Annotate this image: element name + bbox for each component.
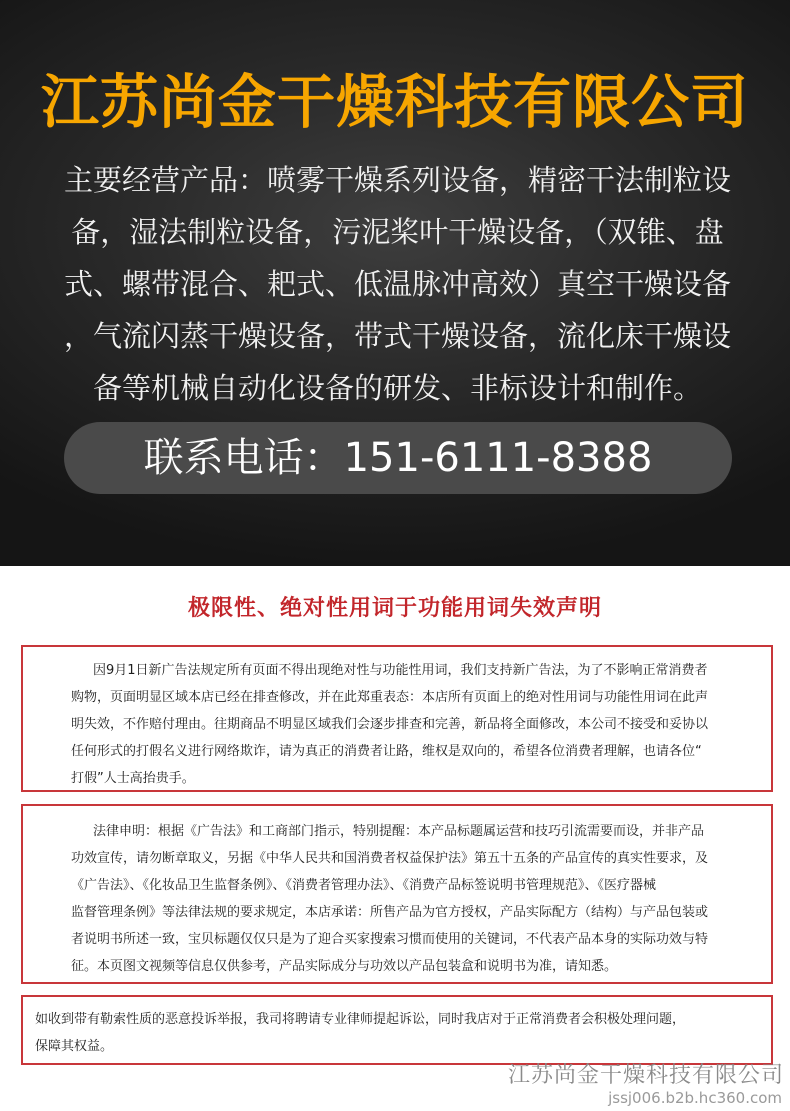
products-description [40, 154, 755, 414]
declaration-title: 极限性、绝对性用词于功能用词失效声明 [187, 596, 602, 621]
notice-line: 因9月1日新广告法规定所有页面不得出现绝对性与功能性用词，我们支持新广告法，为了不影响正常消费者 [93, 663, 708, 678]
contact-phone [64, 422, 732, 494]
statement-line: 法律申明：根据《广告法》和工商部门指示，特别提醒：本产品标题属运营和技巧引流需要而设，并非产品 [93, 824, 705, 839]
watermark-url: jssj006.b2b.hc360.com [608, 1089, 782, 1107]
products-line: 备，湿法制粒设备，污泥桨叶干燥设备，（双锥、盘 [71, 215, 724, 249]
watermark-company-name: 江苏尚金干燥科技有限公司 [507, 1063, 784, 1088]
products-line: 备等机械自动化设备的研发、非标设计和制作。 [92, 371, 702, 405]
notice-line: 任何形式的打假名义进行网络欺诈，请为真正的消费者让路，维权是双向的，希望各位消费者理解，也请各位“ [71, 744, 702, 759]
phone-label: 联系电话： [143, 435, 344, 481]
statement-line: 功效宣传，请勿断章取义，另据《中华人民共和国消费者权益保护法》第五十五条的产品宣传的真实性要求，及 [71, 851, 709, 866]
company-name: 江苏尚金干燥科技有限公司 [40, 68, 749, 136]
legal-statement-box [21, 804, 773, 984]
statement-line: 监督管理条例》等法律法规的要求规定，本店承诺：所售产品为官方授权，产品实际配方（结构）与产品包装或 [71, 905, 709, 920]
complaint-line: 如收到带有勒索性质的恶意投诉举报，我司将聘请专业律师提起诉讼，同时我店对于正常消费者会积极处理问题， [35, 1012, 686, 1027]
complaint-notice-box [21, 995, 773, 1065]
notice-line: 明失效，不作赔付理由。往期商品不明显区域我们会逐步排查和完善，新品将全面修改，本公司不接受和妥协以 [71, 717, 709, 732]
ad-law-notice-box [21, 645, 773, 792]
complaint-line: 保障其权益。 [35, 1039, 114, 1054]
products-line: ，气流闪蒸干燥设备，带式干燥设备，流化床干燥设 [63, 319, 731, 353]
statement-line: 《广告法》、《化妆品卫生监督条例》、《消费者管理办法》、《消费产品标签说明书管理规范》、《医疗器械 [71, 878, 657, 893]
products-line: 式、螺带混合、耙式、低温脉冲高效）真空干燥设备 [63, 267, 731, 301]
statement-line: 者说明书所述一致，宝贝标题仅仅只是为了迎合买家搜索习惯而使用的关键词，不代表产品本身的实际功效与特 [71, 932, 709, 947]
products-line: 主要经营产品：喷雾干燥系列设备，精密干法制粒设 [63, 163, 731, 197]
phone-number: 151-6111-8388 [343, 435, 653, 481]
notice-line: 打假”人士高抬贵手。 [71, 771, 195, 786]
statement-line: 征。本页图文视频等信息仅供参考，产品实际成分与功效以产品包装盒和说明书为准，请知悉。 [71, 959, 618, 974]
notice-line: 购物，页面明显区域本店已经在排查修改，并在此郑重表态：本店所有页面上的绝对性用词与功能性用词在此声 [71, 690, 709, 705]
